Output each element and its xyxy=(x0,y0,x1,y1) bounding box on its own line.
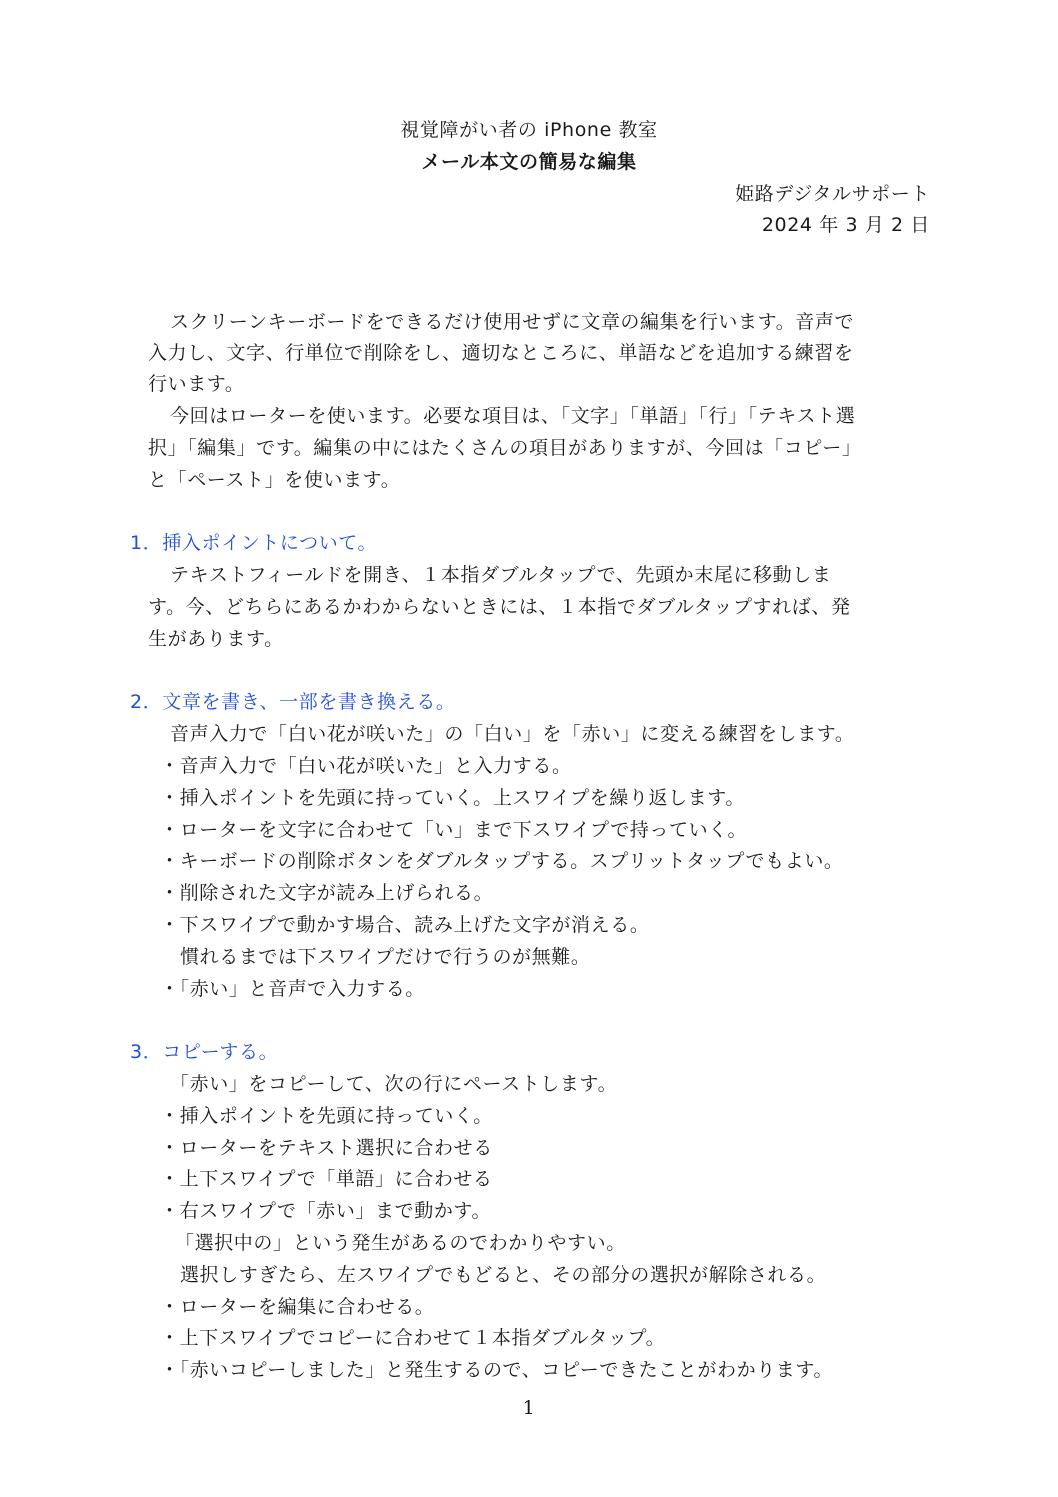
document-title: 視覚障がい者の iPhone 教室 xyxy=(400,119,658,141)
intro-line: 今回はローターを使います。必要な項目は、「文字」「単語」「行」「テキスト選 xyxy=(170,405,856,427)
section3-bullet: ・ローターをテキスト選択に合わせる xyxy=(160,1137,493,1159)
intro-line: と「ペースト」を使います。 xyxy=(148,469,401,491)
section2-bullet: ・「赤い」と音声で入力する。 xyxy=(160,978,425,1000)
section3-bullet: ・ローターを編集に合わせる。 xyxy=(160,1296,435,1318)
section3-bullet: ・挿入ポイントを先頭に持っていく。 xyxy=(160,1105,493,1127)
section1-line: 生があります。 xyxy=(148,628,284,650)
page-number: 1 xyxy=(522,1397,536,1419)
section3-note: 選択しすぎたら、左スワイプでもどると、その部分の選択が解除される。 xyxy=(180,1264,827,1286)
section2-bullet: ・削除された文字が読み上げられる。 xyxy=(160,882,494,904)
section1-line: テキストフィールドを開き、１本指ダブルタップで、先頭か末尾に移動しま xyxy=(170,564,832,586)
section3-line: 「赤い」をコピーして、次の行にペーストします。 xyxy=(170,1073,618,1095)
organization-name: 姫路デジタルサポート xyxy=(735,183,930,205)
document-date: 2024 年 3 月 2 日 xyxy=(761,214,930,236)
section3-note: 「選択中の」という発生があるのでわかりやすい。 xyxy=(175,1232,626,1254)
document-subtitle: メール本文の簡易な編集 xyxy=(421,151,637,173)
section2-bullet: ・挿入ポイントを先頭に持っていく。上スワイプを繰り返します。 xyxy=(160,787,745,809)
intro-line: 択」「編集」です。編集の中にはたくさんの項目がありますが、今回は「コピー」 xyxy=(148,437,862,459)
section-heading-1: 1．挿入ポイントについて。 xyxy=(130,532,378,554)
intro-line: スクリーンキーボードをできるだけ使用せずに文章の編集を行います。音声で xyxy=(170,311,855,333)
section3-bullet: ・上下スワイプで「単語」に合わせる xyxy=(160,1168,493,1190)
section2-line: 音声入力で「白い花が咲いた」の「白い」を「赤い」に変える練習をします。 xyxy=(170,723,855,745)
section-heading-3: 3．コピーする。 xyxy=(130,1041,279,1063)
section3-bullet: ・上下スワイプでコピーに合わせて１本指ダブルタップ。 xyxy=(160,1327,666,1349)
intro-line: 入力し、文字、行単位で削除をし、適切なところに、単語などを追加する練習を xyxy=(148,342,854,364)
section2-bullet: ・音声入力で「白い花が咲いた」と入力する。 xyxy=(160,755,572,777)
section1-line: す。今、どちらにあるかわからないときには、１本指でダブルタップすれば、発 xyxy=(148,596,851,618)
section2-note: 慣れるまでは下スワイプだけで行うのが無難。 xyxy=(180,946,591,968)
section2-bullet: ・キーボードの削除ボタンをダブルタップする。スプリットタップでもよい。 xyxy=(160,850,844,872)
section3-bullet: ・右スワイプで「赤い」まで動かす。 xyxy=(160,1200,492,1222)
section2-bullet: ・下スワイプで動かす場合、読み上げた文字が消える。 xyxy=(160,914,650,936)
section2-bullet: ・ローターを文字に合わせて「い」まで下スワイプで持っていく。 xyxy=(160,819,748,841)
intro-line: 行います。 xyxy=(148,373,245,395)
section3-bullet: ・「赤いコピーしました」と発生するので、コピーできたことがわかります。 xyxy=(160,1359,834,1381)
section-heading-2: 2．文章を書き、一部を書き換える。 xyxy=(130,691,456,713)
